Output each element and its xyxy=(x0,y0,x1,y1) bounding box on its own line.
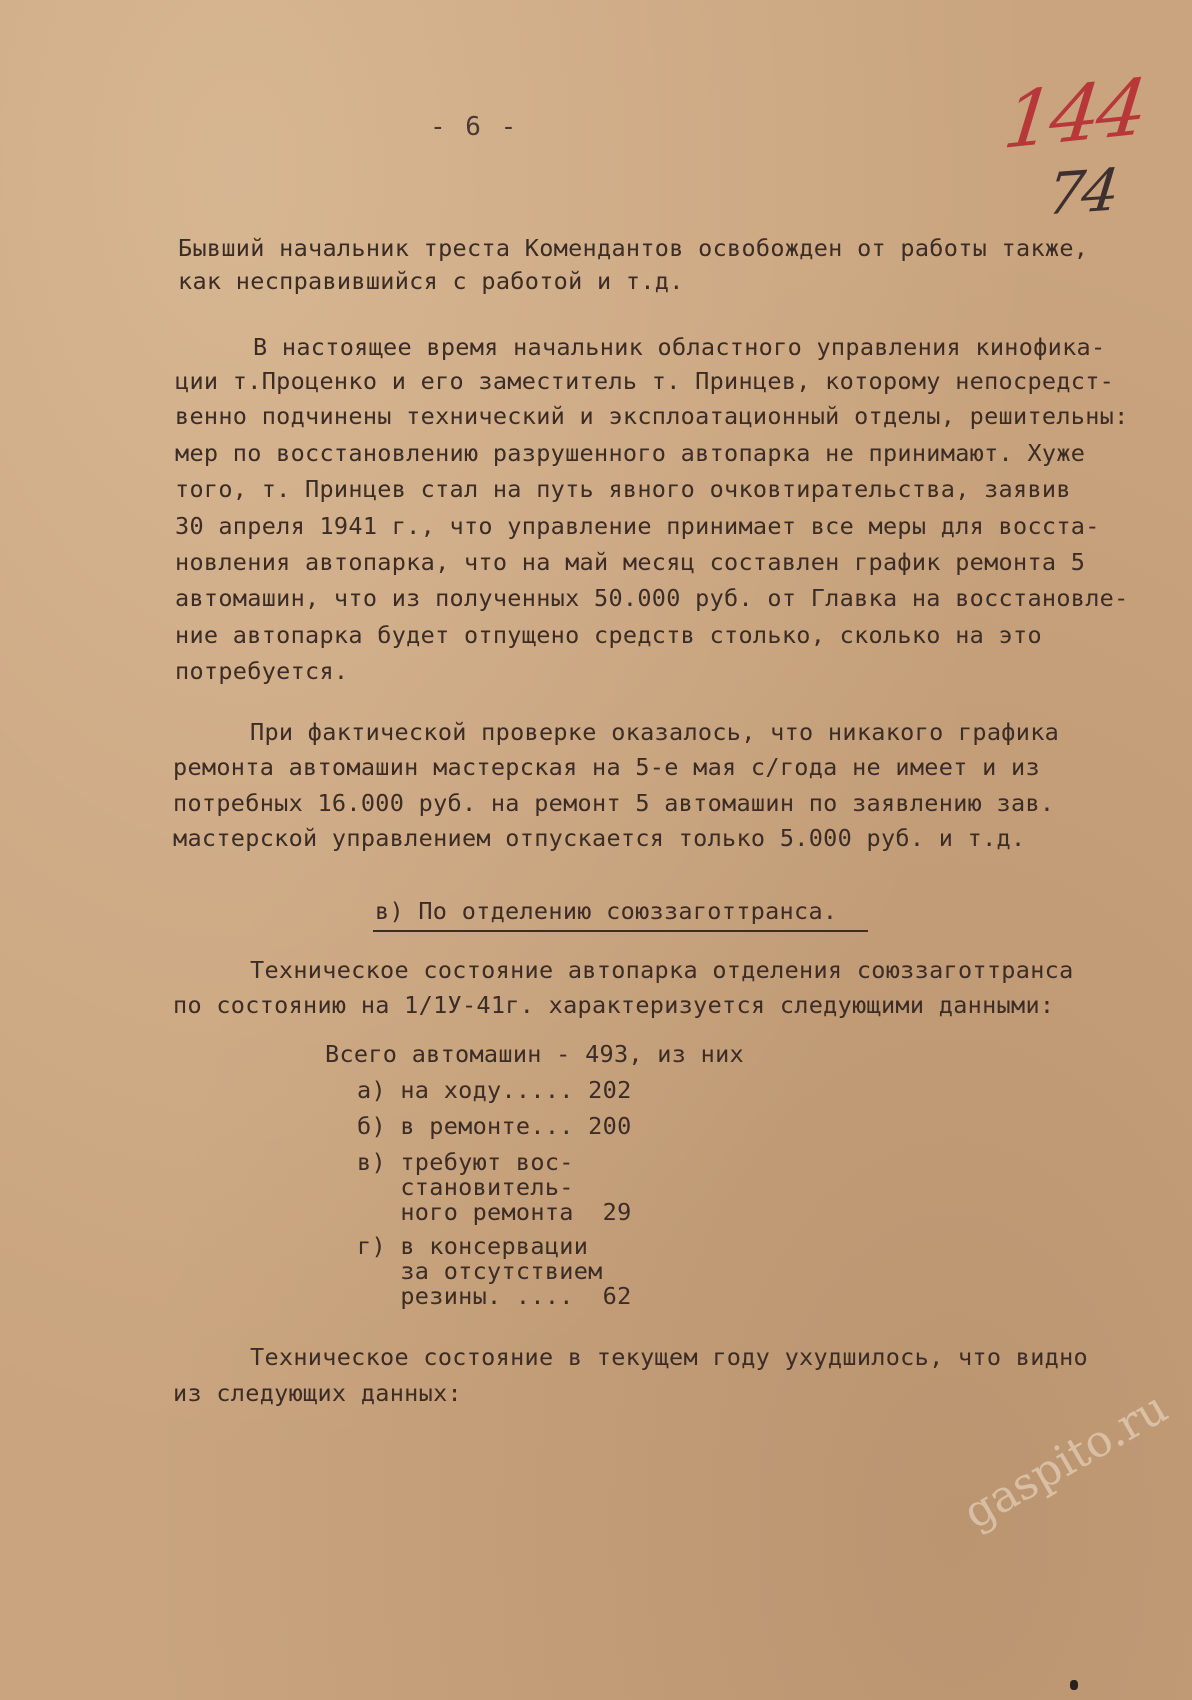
ink-speck xyxy=(1070,1680,1078,1690)
list-total: Всего автомашин - 493, из них xyxy=(325,1040,744,1068)
text-line: Техническое состояние автопарка отделения союззаготтранса xyxy=(250,956,1074,984)
list-item: становитель- xyxy=(357,1173,574,1201)
heading-underline xyxy=(373,930,868,932)
text-line: Техническое состояние в текущем году ухудшилось, что видно xyxy=(250,1343,1088,1371)
list-item: за отсутствием xyxy=(357,1257,603,1285)
section-heading: в) По отделению союззаготтранса. xyxy=(375,897,838,925)
text-line: 30 апреля 1941 г., что управление принимает все меры для восста- xyxy=(175,512,1100,540)
text-line: потребуется. xyxy=(175,657,349,685)
text-line: потребных 16.000 руб. на ремонт 5 автомашин по заявлению зав. xyxy=(173,789,1055,817)
text-line: Бывший начальник треста Комендантов освобожден от работы также, xyxy=(178,234,1089,262)
list-item: г) в консервации xyxy=(357,1232,589,1260)
list-item: а) на ходу..... 202 xyxy=(357,1076,632,1104)
archive-page-number-dark: 74 xyxy=(1044,155,1120,229)
text-line: как несправившийся с работой и т.д. xyxy=(178,267,684,295)
page-number: - 6 - xyxy=(430,112,519,142)
archive-page-number-red: 144 xyxy=(999,63,1148,167)
text-line: из следующих данных: xyxy=(173,1379,462,1407)
text-line: того, т. Принцев стал на путь явного очковтирательства, заявив xyxy=(175,475,1071,503)
watermark: gaspito.ru xyxy=(955,1382,1177,1540)
text-line: ремонта автомашин мастерская на 5-е мая с/года не имеет и из xyxy=(173,753,1040,781)
text-line: автомашин, что из полученных 50.000 руб. от Главка на восстановле- xyxy=(175,584,1129,612)
text-line: венно подчинены технический и эксплоатационный отделы, решительны: xyxy=(175,402,1129,430)
list-item: в) требуют вос- xyxy=(357,1148,574,1176)
text-line: ции т.Проценко и его заместитель т. Принцев, которому непосредст- xyxy=(175,367,1115,395)
list-item: б) в ремонте... 200 xyxy=(357,1112,632,1140)
text-line: новления автопарка, что на май месяц составлен график ремонта 5 xyxy=(175,548,1086,576)
list-item: ного ремонта 29 xyxy=(357,1198,632,1226)
text-line: ние автопарка будет отпущено средств столько, сколько на это xyxy=(175,621,1042,649)
text-line: по состоянию на 1/1У-41г. характеризуется следующими данными: xyxy=(173,991,1055,1019)
text-line: При фактической проверке оказалось, что никакого графика xyxy=(250,718,1060,746)
list-item: резины. .... 62 xyxy=(357,1282,632,1310)
text-line: В настоящее время начальник областного управления кинофика- xyxy=(253,333,1106,361)
text-line: мер по восстановлению разрушенного автопарка не принимают. Хуже xyxy=(175,439,1086,467)
text-line: мастерской управлением отпускается только 5.000 руб. и т.д. xyxy=(173,824,1026,852)
